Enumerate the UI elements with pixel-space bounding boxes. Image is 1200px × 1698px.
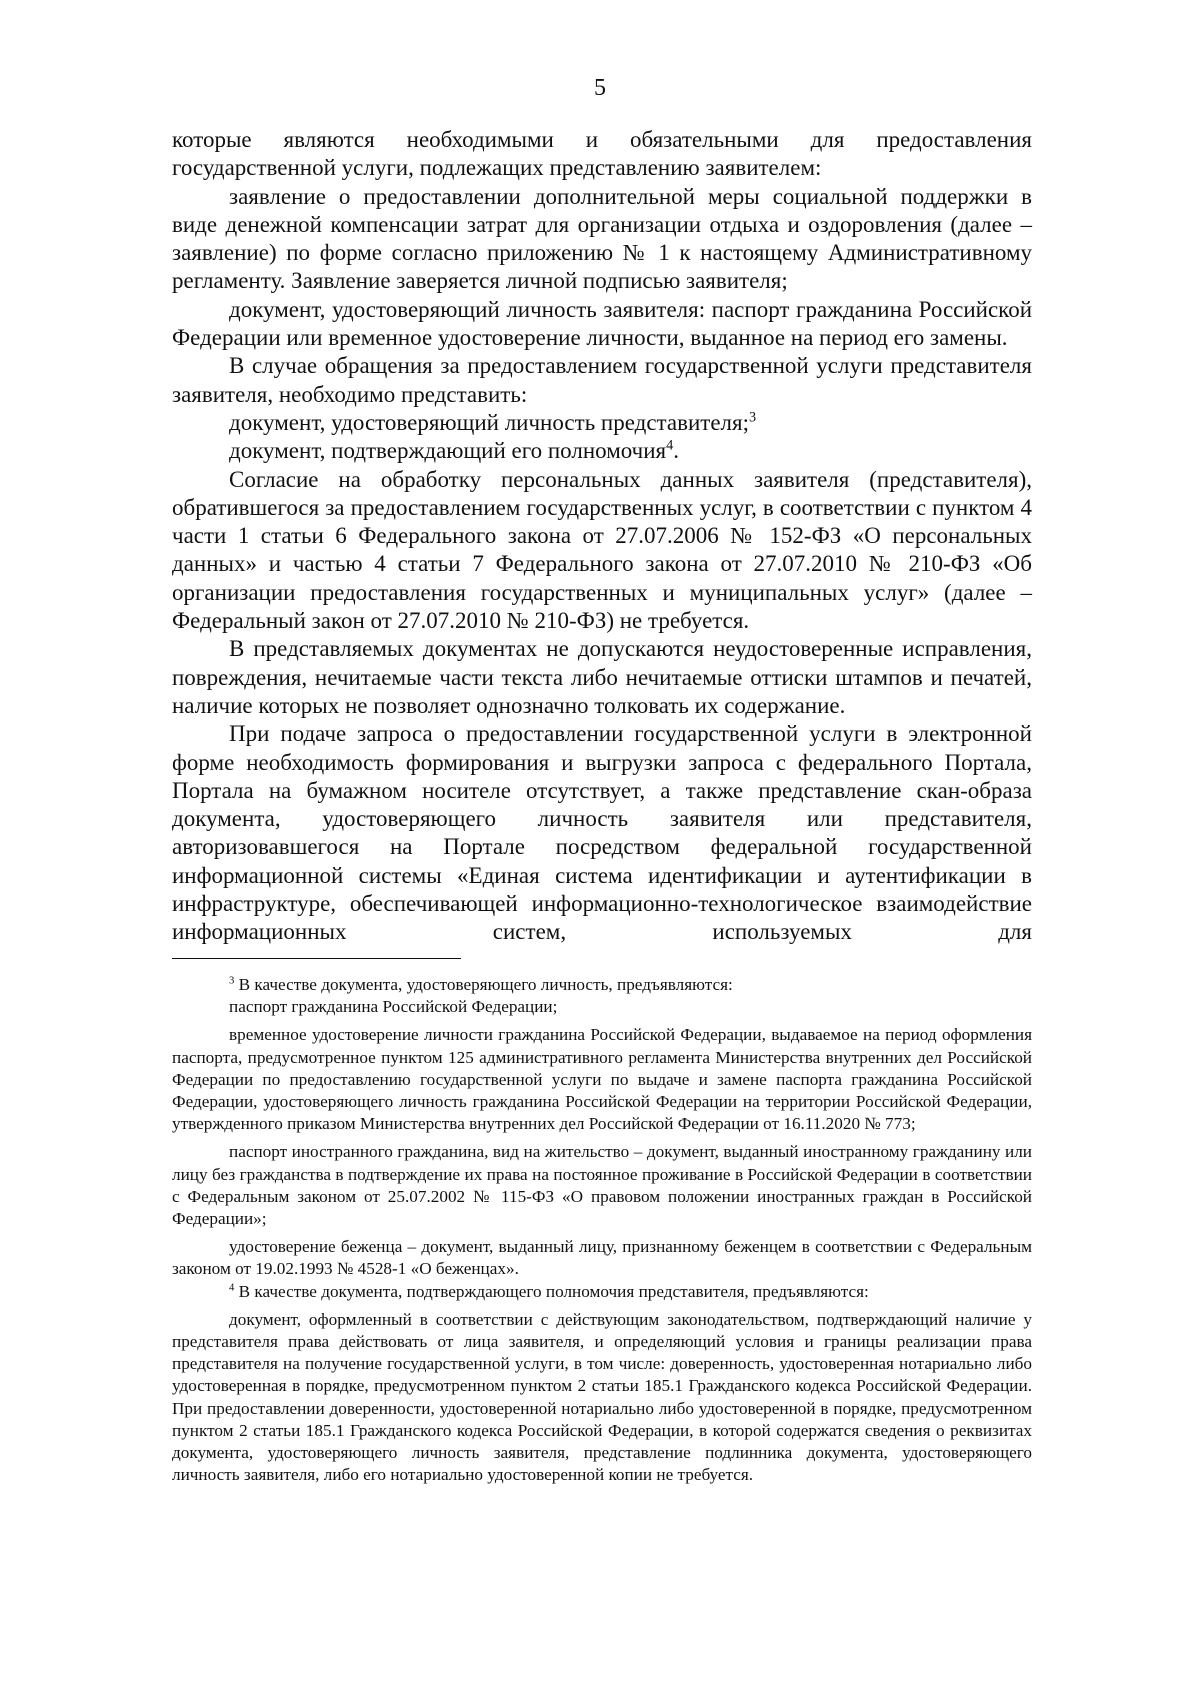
paragraph-text: документ, подтверждающий его полномочия [229,438,667,464]
footnote-separator [172,958,461,959]
footnote-ref-4: 4 [666,437,674,454]
footnote-mark-3: 3 [229,975,235,987]
footnote-text: В качестве документа, подтверждающего полномочия представителя, предъявляются: [238,1281,869,1301]
footnote-item: паспорт гражданина Российской Федерации; [229,997,558,1017]
paragraph-with-footnote-ref [172,409,1032,437]
footnote-3 [172,974,1032,996]
main-text [172,126,1032,947]
footnote-item: паспорт иностранного гражданина, вид на жительство – документ, выданный иностранному гражданину или лицу без гражданства в подтверждение их права на постоянное проживание в Российской Федерации в соответствии с Федеральным законом от 25.07.2002 № 115-ФЗ «О правовом положении иностранных граждан в Российской Федерации»; [172,1142,1032,1229]
footnote-4 [172,1281,1032,1303]
footnote-item: документ, оформленный в соответствии с действующим законодательством, подтверждающий наличие у представителя права действовать от лица заявителя, и определяющий условия и границы реализации права представителя на получение государственной услуги, в том числе: доверенность, удостоверенная нотариально либо удостоверенная в порядке, предусмотренном пунктом 2 статьи 185.1 Гражданского кодекса Российской Федерации. При предоставлении доверенности, удостоверенной нотариально либо удостоверенной в порядке, предусмотренном пунктом 2 статьи 185.1 Гражданского кодекса Российской Федерации, в которой содержатся сведения о реквизитах документа, удостоверяющего личность заявителя, представление подлинника документа, удостоверяющего личность заявителя, либо его нотариально удостоверенной копии не требуется. [172,1309,1032,1485]
footnotes [172,974,1032,1486]
punctuation: . [673,438,679,464]
page-number: 5 [594,75,606,101]
paragraph: документ, удостоверяющий личность заявителя: паспорт гражданина Российской Федерации или временное удостоверение личности, выданное на период его замены. [172,296,1032,351]
paragraph: заявление о предоставлении дополнительной меры социальной поддержки в виде денежной компенсации затрат для организации отдыха и оздоровления (далее – заявление) по форме согласно приложению № 1 к настоящему Административному регламенту. Заявление заверяется личной подписью заявителя; [172,183,1032,294]
paragraph: которые являются необходимыми и обязательными для предоставления государственной услуги, подлежащих представлению заявителем: [172,127,1032,181]
paragraph-text: документ, удостоверяющий личность представителя; [229,409,749,435]
paragraph: В случае обращения за предоставлением государственной услуги представителя заявителя, необходимо представить: [172,353,1032,407]
paragraph: В представляемых документах не допускаются неудостоверенные исправления, повреждения, нечитаемые части текста либо нечитаемые оттиски штампов и печатей, наличие которых не позволяет однозначно толковать их содержание. [172,636,1032,718]
footnote-ref-3: 3 [748,409,757,426]
footnote-item: удостоверение беженца – документ, выданный лицу, признанному беженцем в соответствии с Федеральным законом от 19.02.1993 № 4528-1 «О беженцах». [172,1237,1032,1279]
footnote-item: временное удостоверение личности гражданина Российской Федерации, выдаваемое на период оформления паспорта, предусмотренное пунктом 125 административного регламента Министерства внутренних дел Российской Федерации по предоставлению государственной услуги по выдаче и замене паспорта гражданина Российской Федерации, удостоверяющего личность гражданина Российской Федерации на территории Российской Федерации, утвержденного приказом Министерства внутренних дел Российской Федерации от 16.11.2020 № 773; [172,1025,1032,1134]
footnote-text: В качестве документа, удостоверяющего личность, предъявляются: [238,975,733,994]
paragraph: Согласие на обработку персональных данных заявителя (представителя), обратившегося за предоставлением государственных услуг, в соответствии с пунктом 4 части 1 статьи 6 Федерального закона от 27.07.2006 № 152-ФЗ «О персональных данных» и частью 4 статьи 7 Федерального закона от 27.07.2010 № 210-ФЗ «Об организации предоставления государственных и муниципальных услуг» (далее – Федеральный закон от 27.07.2010 № 210-ФЗ) не требуется. [172,466,1032,634]
paragraph-with-footnote-ref [172,437,1032,465]
footnote-mark-4: 4 [229,1281,235,1293]
paragraph: При подаче запроса о предоставлении государственной услуги в электронной форме необходимость формирования и выгрузки запроса с федерального Портала, Портала на бумажном носителе отсутствует, а также представление скан-образа документа, удостоверяющего личность заявителя или представителя, авторизовавшегося на Портале посредством федеральной государственной информационной системы «Единая система идентификации и аутентификации в инфраструктуре, обеспечивающей информационно-технологическое взаимодействие информационных систем, используемых для [172,721,1032,945]
